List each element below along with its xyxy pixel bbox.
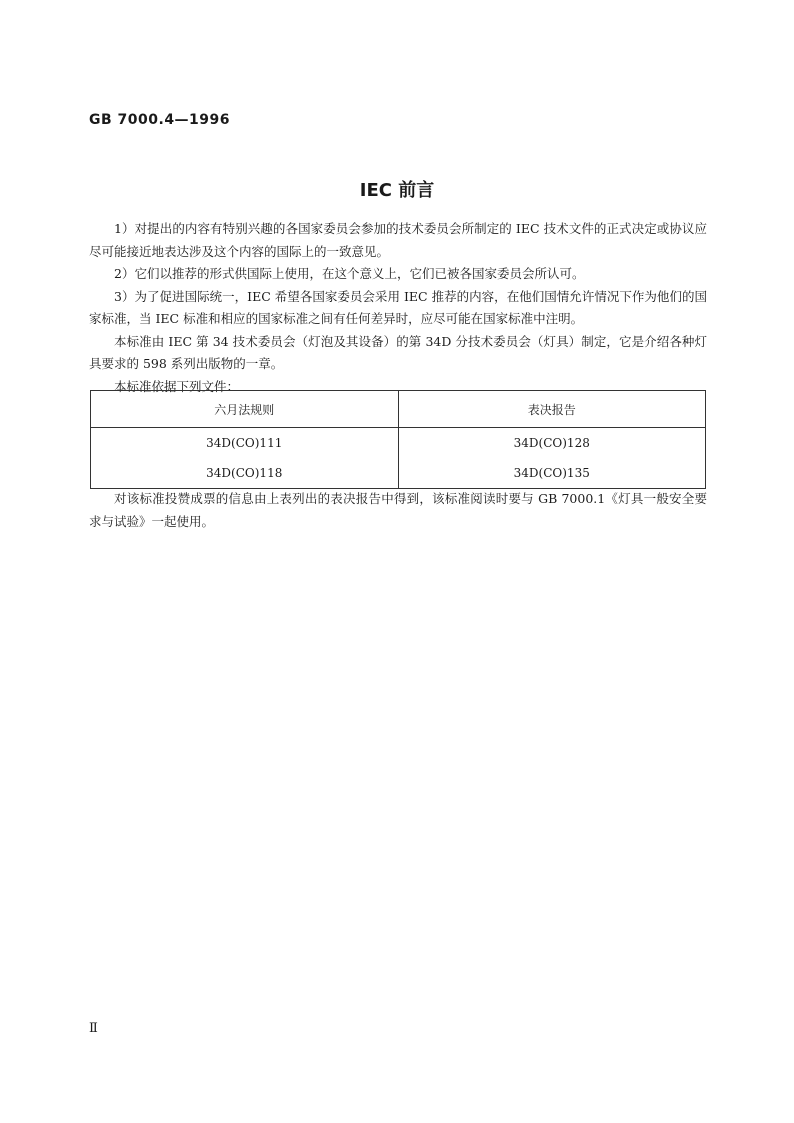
preface-body <box>89 218 707 398</box>
table-header-row <box>91 391 706 428</box>
table-cell: 34D(CO)111 <box>91 428 399 459</box>
standard-code-header: GB 7000.4—1996 <box>89 112 231 128</box>
page-title: IEC 前言 <box>359 180 435 201</box>
table-row <box>91 458 706 489</box>
paragraph-4: 本标准由 IEC 第 34 技术委员会（灯泡及其设备）的第 34D 分技术委员会（灯具）制定，它是介绍各种灯具要求的 598 系列出版物的一章。 <box>89 333 707 371</box>
page-number: Ⅱ <box>89 1021 98 1036</box>
table-cell: 34D(CO)135 <box>398 458 706 489</box>
column-header-voting-report: 表决报告 <box>398 391 706 428</box>
paragraph-2: 2）它们以推荐的形式供国际上使用，在这个意义上，它们已被各国家委员会所认可。 <box>114 266 585 281</box>
paragraph-1: 1）对提出的内容有特别兴趣的各国家委员会参加的技术委员会所制定的 IEC 技术文件的正式决定或协议应尽可能接近地表达涉及这个内容的国际上的一致意见。 <box>89 221 707 259</box>
documents-table <box>90 390 706 489</box>
table-cell: 34D(CO)128 <box>398 428 706 459</box>
table-row <box>91 428 706 459</box>
closing-paragraph: 对该标准投赞成票的信息由上表列出的表决报告中得到，该标准阅读时要与 GB 7000.1《灯具一般安全要求与试验》一起使用。 <box>89 491 707 529</box>
paragraph-3: 3）为了促进国际统一，IEC 希望各国家委员会采用 IEC 推荐的内容，在他们国情允许情况下作为他们的国家标准，当 IEC 标准和相应的国家标准之间有任何差异时，应尽可能在国家标准中注明。 <box>89 288 707 326</box>
paragraph-5: 本标准依据下列文件： <box>114 378 240 394</box>
table-cell: 34D(CO)118 <box>91 458 399 489</box>
column-header-rules: 六月法规则 <box>91 391 399 428</box>
closing-text <box>89 488 707 533</box>
